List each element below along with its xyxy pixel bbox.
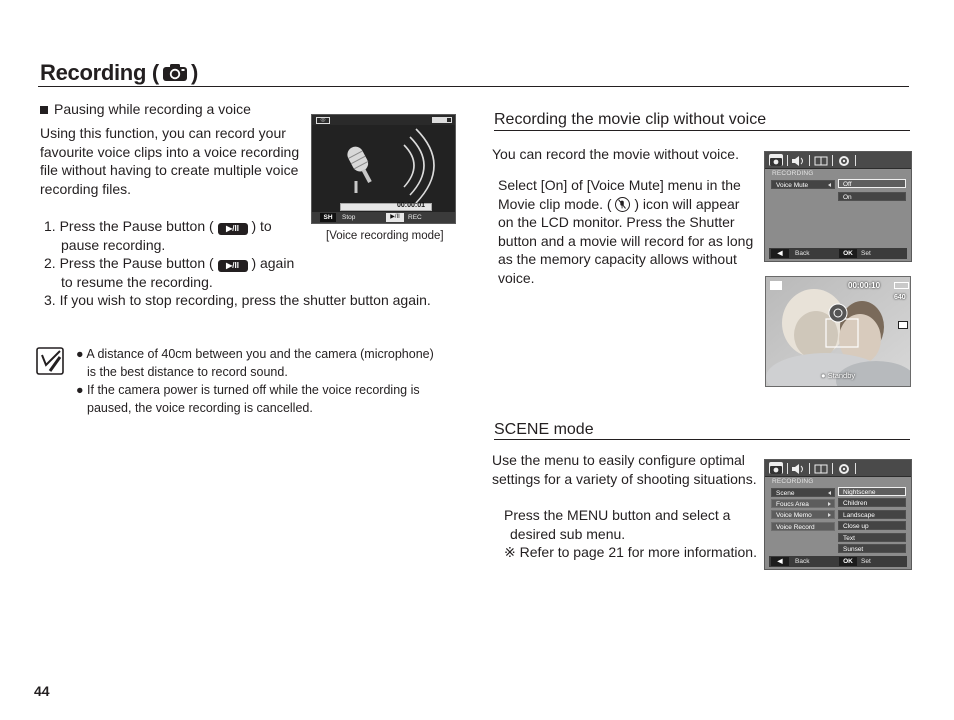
note-item-cont: is the best distance to record sound.: [87, 365, 288, 379]
square-bullet-icon: [40, 106, 48, 114]
movie-no-voice-instructions: Select [On] of [Voice Mute] menu in the Movie clip mode. ( ) icon will appear on the LCD monitor. Press the Shutter button and a movie will record for as long as the memory capacity allows without voice.: [498, 177, 754, 286]
camera-tab-icon: [769, 462, 783, 474]
intro-line: recording files.: [40, 180, 132, 197]
voice-recording-screen: [311, 114, 456, 224]
section-rule: [494, 439, 910, 440]
voice-screen-footer: [312, 212, 456, 224]
back-label: Back: [795, 558, 810, 565]
back-key-icon[interactable]: ◀: [771, 249, 789, 258]
recording-timer: 00:00:01: [397, 202, 426, 209]
note-item: ● A distance of 40cm between you and the camera (microphone): [76, 347, 434, 361]
title-suffix: ): [190, 60, 198, 85]
step-2-cont: to resume the recording.: [61, 273, 213, 290]
frame-icon: [898, 321, 908, 329]
menu-heading: RECORDING: [772, 170, 814, 177]
option-nightscene[interactable]: Nightscene: [838, 487, 906, 496]
pause-button-icon: ▶/II: [218, 260, 248, 272]
movie-timer: 00:00:10: [848, 281, 881, 290]
page-number: 44: [34, 683, 50, 699]
settings-tab-icon: [837, 462, 851, 474]
notes-list: [76, 345, 434, 417]
movie-no-voice-heading: Recording the movie clip without voice: [494, 111, 767, 128]
movie-no-voice-intro: You can record the movie without voice.: [492, 146, 739, 162]
scene-heading: SCENE mode: [494, 421, 594, 438]
play-pause-key: ▶/II: [386, 213, 404, 222]
scene-intro: Use the menu to easily configure optimal settings for a variety of shooting situations.: [492, 452, 757, 487]
ok-key[interactable]: OK: [839, 557, 857, 566]
intro-line: file without having to create multiple voice: [40, 162, 299, 179]
note-item: ● If the camera power is turned off while the voice recording is: [76, 383, 420, 397]
scene-instructions: Press the MENU button and select a desired sub menu. ※ Refer to page 21 for more information.: [504, 507, 757, 561]
arrow-left-icon: [828, 491, 831, 495]
pause-bullet-heading: [40, 100, 251, 119]
camera-tab-icon: [769, 154, 783, 166]
intro-line: Using this function, you can record your: [40, 125, 286, 141]
arrow-left-icon: [828, 183, 831, 187]
step-1-cont: pause recording.: [61, 236, 166, 253]
refer-note: ※ Refer to page 21 for more information.: [504, 544, 757, 561]
voice-mute-menu-screen: [764, 151, 912, 262]
menu-tab-bar: [765, 460, 911, 477]
battery-icon: [894, 282, 909, 289]
bullet-icon: ●: [76, 383, 88, 397]
option-on[interactable]: On: [838, 192, 906, 201]
resolution-label: 640: [894, 294, 906, 301]
battery-icon: [432, 117, 452, 123]
sound-tab-icon: [791, 154, 805, 166]
pause-heading-text: Pausing while recording a voice: [54, 101, 251, 117]
back-label: Back: [795, 250, 810, 257]
ok-key[interactable]: OK: [839, 249, 857, 258]
voice-mute-icon: [615, 197, 630, 212]
title-prefix: Recording (: [40, 60, 159, 85]
set-label: Set: [861, 558, 871, 565]
option-children[interactable]: Children: [838, 498, 906, 507]
option-landscape[interactable]: Landscape: [838, 510, 906, 519]
menu-footer: [769, 248, 907, 259]
set-label: Set: [861, 250, 871, 257]
camera-icon: [162, 62, 188, 81]
menu-item-focus-area[interactable]: Foucs Area: [771, 499, 835, 508]
stop-label: Stop: [342, 214, 356, 221]
menu-item-voice-mute[interactable]: Voice Mute: [771, 180, 835, 189]
back-key-icon[interactable]: ◀: [771, 557, 789, 566]
movie-preview-screen: [765, 276, 911, 387]
movie-mode-icon: [770, 281, 782, 290]
arrow-right-icon: [828, 502, 831, 506]
rec-label: REC: [408, 214, 422, 221]
option-sunset[interactable]: Sunset: [838, 544, 906, 553]
menu-item-voice-record[interactable]: Voice Record: [771, 522, 835, 531]
note-item-cont: paused, the voice recording is cancelled.: [87, 401, 313, 415]
pause-button-icon: ▶/II: [218, 223, 248, 235]
sh-key: SH: [320, 213, 336, 222]
voice-mode-icon: ◎: [316, 117, 330, 124]
step-2: 2. Press the Pause button ( ▶/II ) again: [44, 255, 295, 272]
page-title: [40, 60, 198, 86]
menu-tab-bar: [765, 152, 911, 169]
bullet-icon: ●: [76, 347, 87, 361]
voice-screen-caption: [Voice recording mode]: [326, 230, 444, 242]
option-close-up[interactable]: Close up: [838, 521, 906, 530]
intro-line: favourite voice clips into a voice recording: [40, 143, 300, 160]
menu-footer: [769, 556, 907, 567]
title-rule: [38, 86, 909, 87]
menu-item-voice-memo[interactable]: Voice Memo: [771, 510, 835, 519]
option-off[interactable]: Off: [838, 179, 906, 188]
arrow-right-icon: [828, 513, 831, 517]
display-tab-icon: [814, 462, 828, 474]
pause-intro: [40, 124, 299, 198]
step-3: 3. If you wish to stop recording, press the shutter button again.: [44, 292, 431, 309]
display-tab-icon: [814, 154, 828, 166]
sound-tab-icon: [791, 462, 805, 474]
settings-tab-icon: [837, 154, 851, 166]
standby-status: ● Standby: [821, 371, 856, 380]
scene-menu-screen: [764, 459, 912, 570]
menu-heading: RECORDING: [772, 478, 814, 485]
option-text[interactable]: Text: [838, 533, 906, 542]
step-1: 1. Press the Pause button ( ▶/II ) to: [44, 218, 272, 234]
standby-dot-icon: ●: [821, 371, 828, 380]
note-pencil-icon: [36, 347, 66, 375]
menu-item-scene[interactable]: Scene: [771, 488, 835, 497]
section-rule: [494, 130, 910, 131]
